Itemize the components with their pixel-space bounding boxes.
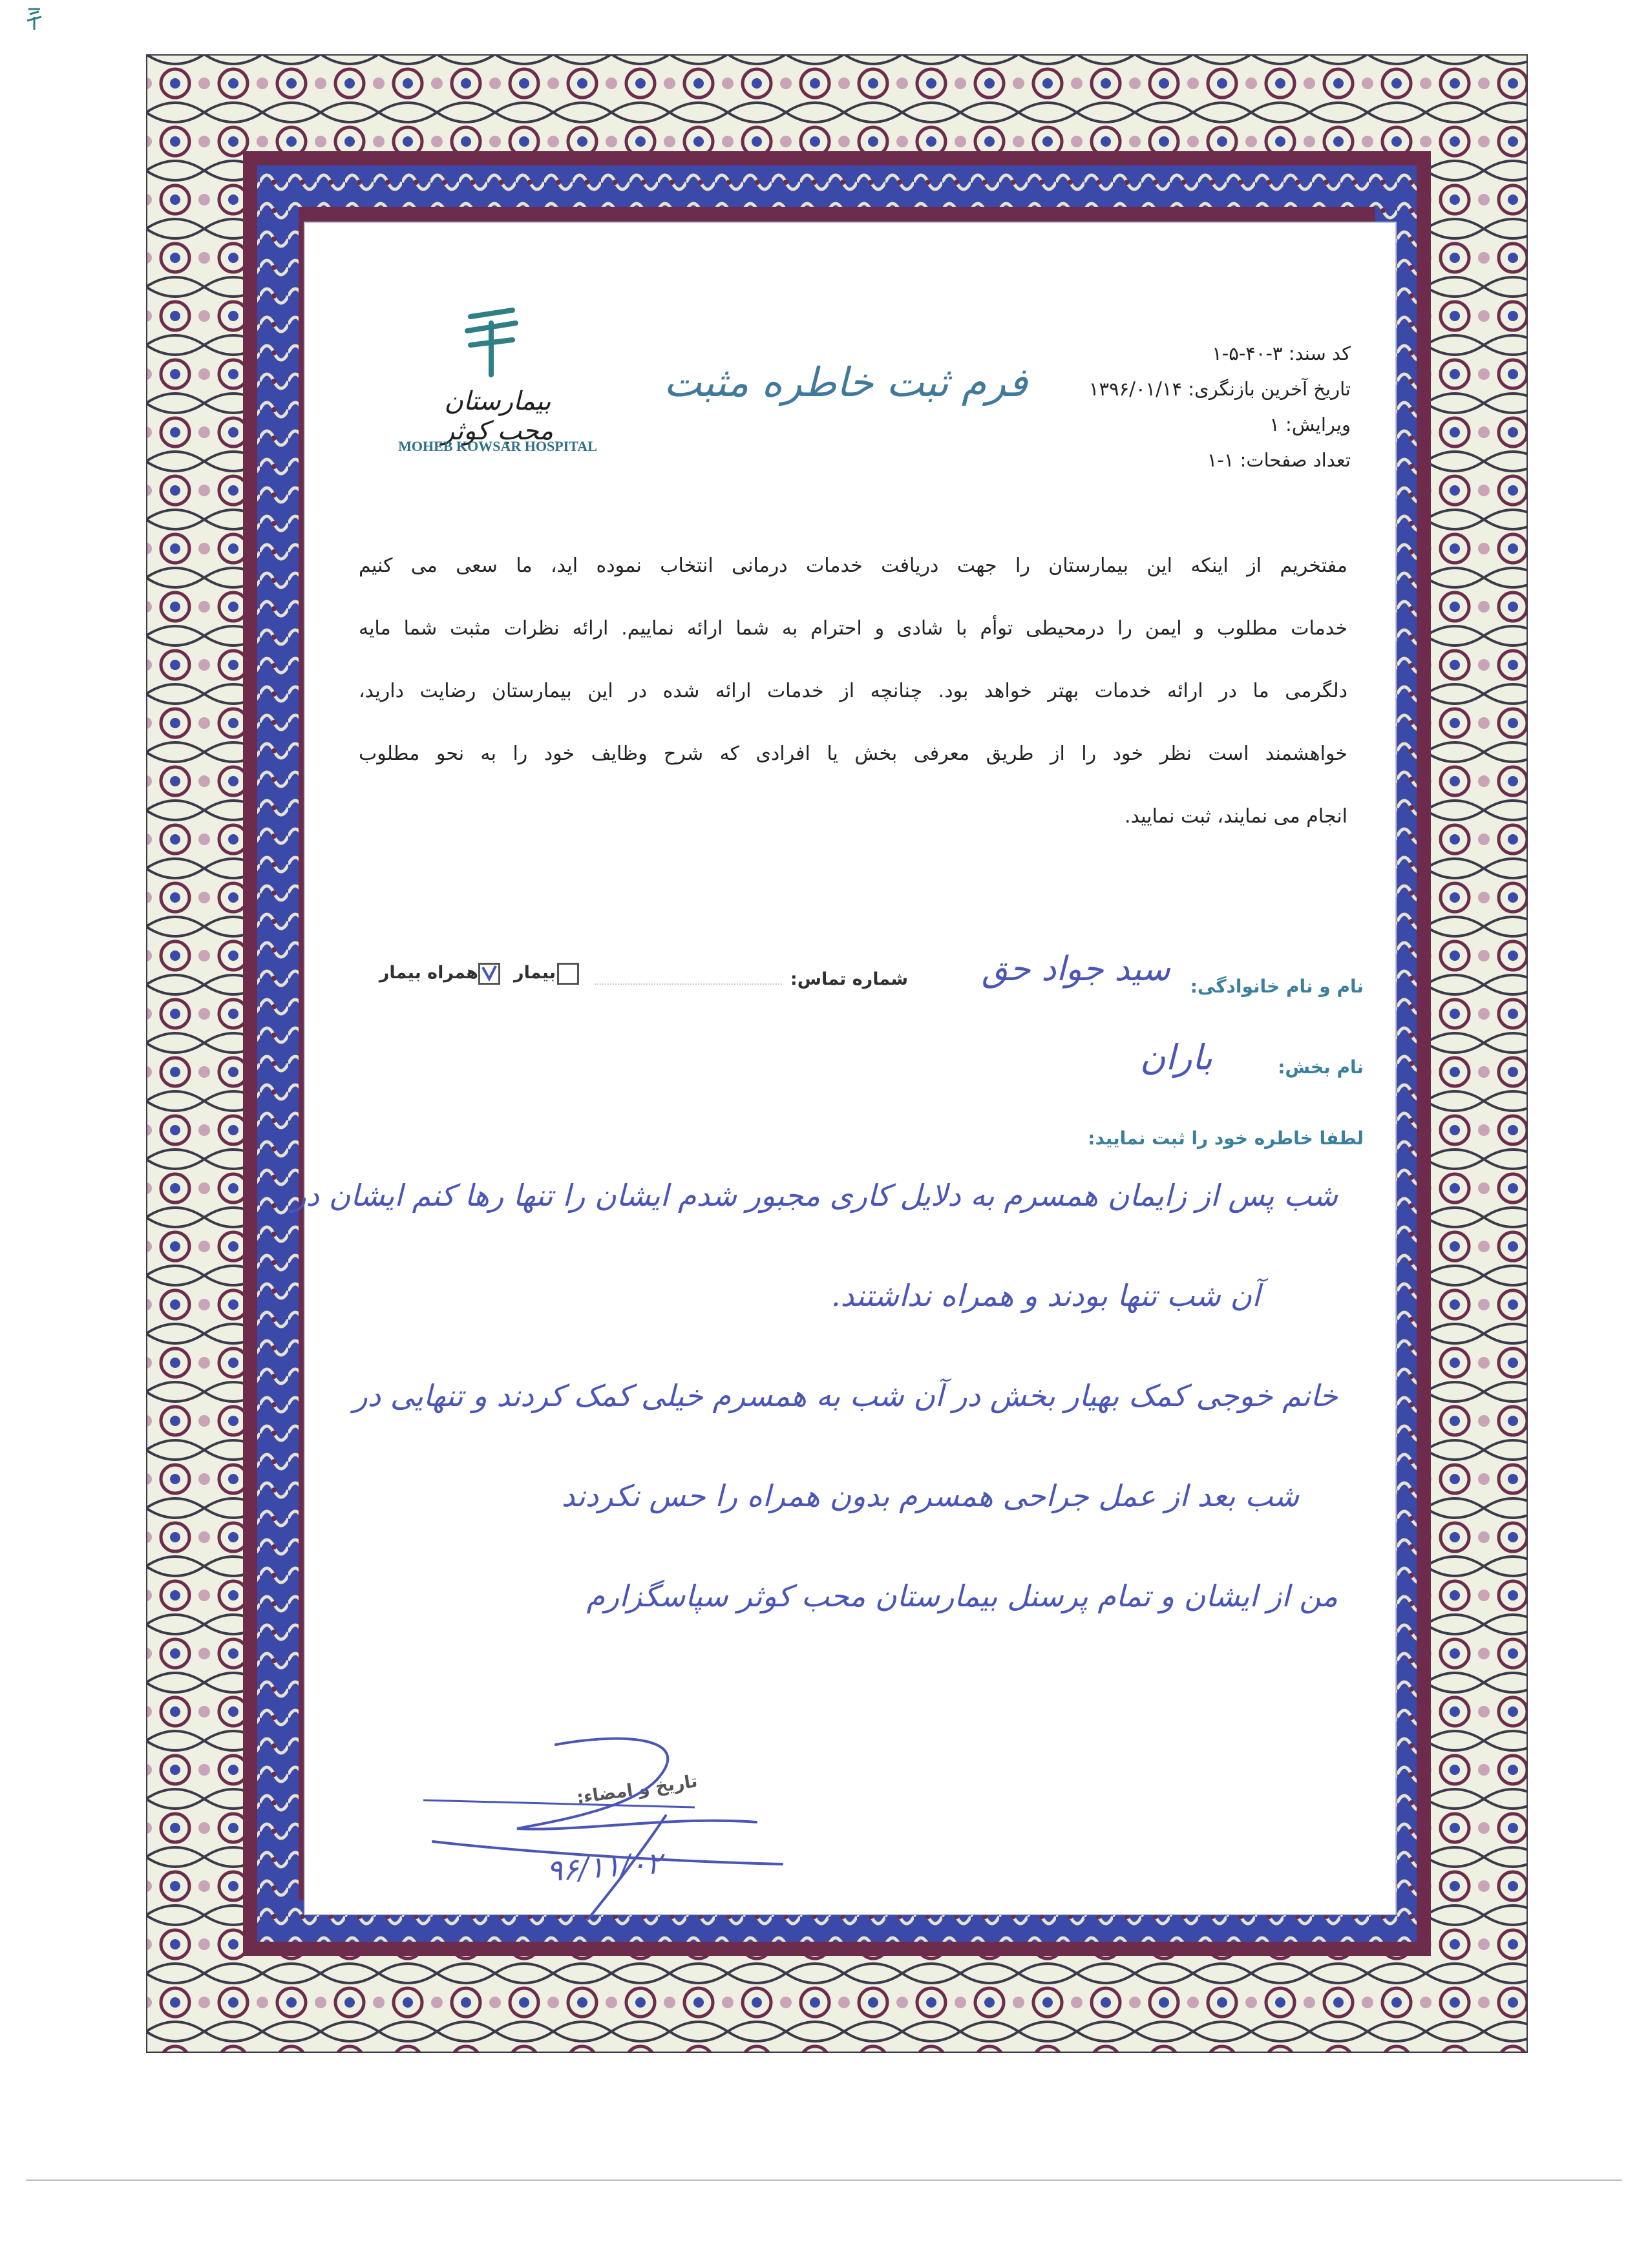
companion-label: همراه بیمار bbox=[379, 963, 478, 983]
patient-label: بیمار bbox=[514, 963, 556, 983]
companion-checkbox[interactable] bbox=[478, 963, 500, 985]
patient-checkbox[interactable] bbox=[557, 963, 579, 985]
memory-line: شب بعد از عمل جراحی همسرم بدون همراه را حس نکردند bbox=[561, 1478, 1299, 1513]
document-code: کد سند: ۳-۴۰-۵-۱ bbox=[1212, 342, 1351, 364]
memory-label: لطفا خاطره خود را ثبت نمایید: bbox=[1088, 1128, 1364, 1149]
contact-label: شماره تماس: bbox=[790, 969, 908, 989]
memory-line: من از ایشان و تمام پرسنل بیمارستان محب کوثر سپاسگزارم bbox=[586, 1579, 1338, 1613]
corner-logo-icon bbox=[16, 4, 53, 49]
contact-number-field[interactable] bbox=[595, 981, 782, 985]
memory-text[interactable] bbox=[291, 1157, 1338, 1657]
revision-date: تاریخ آخرین بازنگری: ۱۳۹۶/۰۱/۱۴ bbox=[1088, 378, 1351, 400]
memory-line: آن شب تنها بودند و همراه نداشتند. bbox=[830, 1278, 1260, 1313]
form-title: فرم ثبت خاطره مثبت bbox=[664, 359, 1028, 406]
checkmark-icon bbox=[480, 965, 498, 983]
corner-logo bbox=[16, 4, 53, 49]
intro-line: دلگرمی ما در ارائه خدمات بهتر خواهد بود. چنانچه از خدمات ارائه شده در این بیمارستان رضایت دارید، bbox=[359, 680, 1347, 702]
intro-line: خدمات مطلوب و ایمن را درمحیطی توأم با شادی و احترام به شما ارائه نماییم. ارائه نظرات مثبت شما مایه bbox=[359, 617, 1347, 640]
intro-paragraph bbox=[359, 554, 1347, 868]
hospital-name-en: MOHEB KOWSAR HOSPITAL bbox=[398, 438, 597, 454]
signature-date: ۹۶/۱۱/۰۲ bbox=[545, 1845, 664, 1889]
document-version: ویرایش: ۱ bbox=[1269, 414, 1351, 436]
ward-label: نام بخش: bbox=[1278, 1056, 1364, 1078]
name-value[interactable]: سید جواد حق bbox=[982, 950, 1170, 989]
memory-line: شب پس از زایمان همسرم به دلایل کاری مجبور شدم ایشان را تنها رها کنم ایشان در bbox=[291, 1178, 1338, 1213]
page-count: تعداد صفحات: ۱-۱ bbox=[1207, 449, 1351, 471]
hospital-logo bbox=[388, 304, 601, 478]
hospital-name-fa: بیمارستان محب کوثر bbox=[441, 386, 554, 446]
ward-value[interactable]: باران bbox=[1139, 1037, 1213, 1078]
handwritten-signature bbox=[420, 1725, 821, 1932]
signature-label: تاریخ و امضاء: bbox=[575, 1771, 699, 1809]
hospital-emblem-icon bbox=[451, 304, 535, 381]
intro-line: خواهشمند است نظر خود را از طریق معرفی بخش یا افرادی که شرح وظایف خود را به نحو مطلوب bbox=[359, 742, 1347, 765]
document-meta bbox=[1060, 342, 1351, 485]
memory-line: خانم خوجی کمک بهیار بخش در آن شب به همسرم خیلی کمک کردند و تنهایی در bbox=[353, 1378, 1338, 1413]
intro-line: مفتخریم از اینکه این بیمارستان را جهت دریافت خدمات درمانی انتخاب نموده اید، ما سعی می کنیم bbox=[359, 554, 1347, 577]
intro-line: انجام می نمایند، ثبت نمایید. bbox=[1124, 805, 1347, 828]
footer-rule bbox=[26, 2179, 1622, 2181]
name-label: نام و نام خانوادگی: bbox=[1190, 976, 1364, 997]
